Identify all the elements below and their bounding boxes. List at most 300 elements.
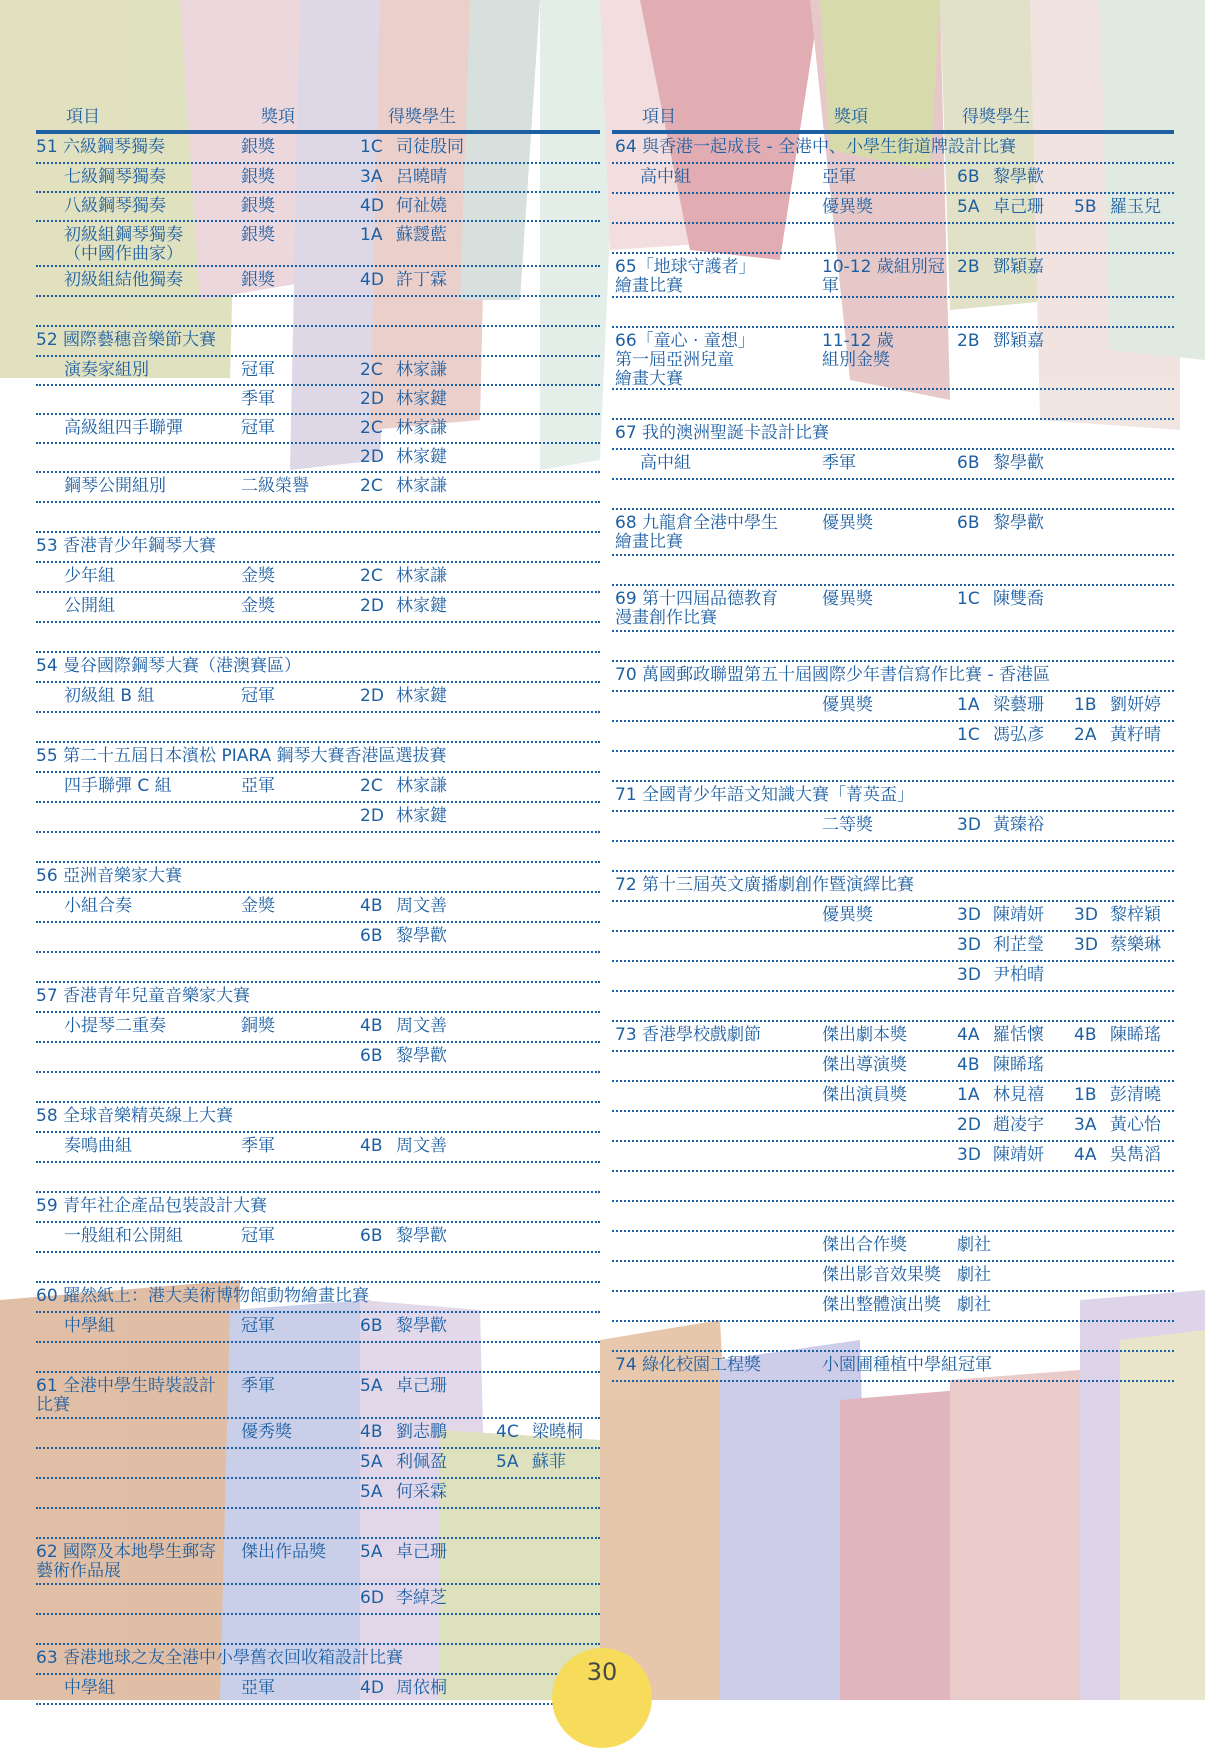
award-label: 亞軍 — [241, 1678, 275, 1698]
student-class: 1A — [957, 1085, 980, 1105]
student-class: 1A — [957, 695, 980, 715]
award-label: 優異獎 — [822, 197, 873, 217]
award-row — [612, 692, 1174, 722]
item-label: 68 九龍倉全港中學生 繪畫比賽 — [615, 513, 779, 552]
award-label: 季軍 — [241, 389, 275, 409]
spacer-row — [36, 503, 600, 533]
spacer-row — [612, 842, 1174, 872]
award-row — [36, 444, 600, 473]
student-class: 1C — [957, 589, 980, 609]
award-label: 金獎 — [241, 596, 275, 616]
student-name: 梁曉桐 — [532, 1422, 583, 1442]
award-label: 銀獎 — [241, 270, 275, 290]
student-name: 黃心怡 — [1110, 1115, 1161, 1135]
student-class: 6B — [360, 926, 383, 946]
student-name: 尹柏晴 — [993, 965, 1044, 985]
student-class: 3D — [957, 1145, 981, 1165]
award-row — [36, 1419, 600, 1449]
award-row — [612, 254, 1174, 298]
spacer-row — [612, 480, 1174, 510]
item-label: 高中組 — [640, 167, 691, 187]
award-row — [36, 1133, 600, 1163]
item-label: 初級組鋼琴獨奏 （中國作曲家） — [64, 225, 183, 264]
student-class: 2A — [1074, 725, 1097, 745]
spacer-row — [612, 752, 1174, 782]
student-class: 4B — [360, 896, 383, 916]
spacer-row — [36, 1253, 600, 1283]
award-row — [36, 267, 600, 297]
award-row — [612, 164, 1174, 194]
student-name: 吳雋滔 — [1110, 1145, 1161, 1165]
student-name: 林家謙 — [396, 418, 447, 438]
student-class: 4B — [360, 1136, 383, 1156]
award-row — [36, 743, 600, 773]
award-row — [36, 1013, 600, 1043]
student-class: 4A — [1074, 1145, 1097, 1165]
item-label: 鋼琴公開組別 — [64, 476, 166, 496]
student-class: 2D — [360, 806, 384, 826]
item-label: 65「地球守護者」 繪畫比賽 — [615, 257, 756, 296]
student-name: 鄧穎嘉 — [993, 331, 1044, 351]
spacer-row — [612, 992, 1174, 1022]
student-class: 2D — [360, 389, 384, 409]
student-class: 5A — [360, 1542, 383, 1562]
student-name: 林家鍵 — [396, 389, 447, 409]
student-class: 3D — [957, 935, 981, 955]
student-class: 6B — [360, 1316, 383, 1336]
award-row — [36, 683, 600, 713]
item-label: 初級組 B 組 — [64, 686, 155, 706]
award-label: 金獎 — [241, 896, 275, 916]
item-label: 63 香港地球之友全港中小學舊衣回收箱設計比賽 — [36, 1648, 404, 1668]
student-name: 林家鍵 — [396, 596, 447, 616]
student-class: 5A — [360, 1452, 383, 1472]
award-row — [612, 662, 1174, 692]
award-row — [612, 1022, 1174, 1052]
student-name: 劉妍婷 — [1110, 695, 1161, 715]
award-row — [36, 386, 600, 415]
spacer-row — [36, 1509, 600, 1539]
student-name: 林家鍵 — [396, 686, 447, 706]
student-class: 6B — [957, 513, 980, 533]
student-name: 林家鍵 — [396, 447, 447, 467]
header-award: 獎項 — [834, 107, 868, 127]
item-label: 八級鋼琴獨奏 — [64, 196, 166, 216]
student-name: 趙凌宇 — [993, 1115, 1044, 1135]
item-label: 小組合奏 — [64, 896, 132, 916]
student-class: 4A — [957, 1025, 980, 1045]
award-row — [36, 1313, 600, 1343]
item-label: 64 與香港一起成長 - 全港中、小學生街道牌設計比賽 — [615, 137, 1016, 157]
award-row — [36, 415, 600, 444]
student-name: 林見禧 — [993, 1085, 1044, 1105]
award-row — [612, 510, 1174, 556]
student-class: 5A — [957, 197, 980, 217]
student-name: 周文善 — [396, 1136, 447, 1156]
student-name: 卓己珊 — [993, 197, 1044, 217]
student-class: 2C — [360, 776, 383, 796]
item-label: 55 第二十五屆日本濱松 PIARA 鋼琴大賽香港區選拔賽 — [36, 746, 447, 766]
student-name: 蔡樂琳 — [1110, 935, 1161, 955]
award-row — [36, 1283, 600, 1313]
spacer-row — [36, 1343, 600, 1373]
student-name: 何祉嬈 — [396, 196, 447, 216]
item-label: 73 香港學校戲劇節 — [615, 1025, 762, 1045]
item-label: 初級組結他獨奏 — [64, 270, 183, 290]
student-class: 3A — [360, 167, 383, 187]
award-label: 二等獎 — [822, 815, 873, 835]
award-label: 亞軍 — [241, 776, 275, 796]
student-name: 周文善 — [396, 1016, 447, 1036]
student-class: 4B — [1074, 1025, 1097, 1045]
student-name: 陳雙喬 — [993, 589, 1044, 609]
header-item: 項目 — [642, 107, 676, 127]
student-name: 黎梓穎 — [1110, 905, 1161, 925]
award-label: 10-12 歲組別冠 軍 — [822, 257, 945, 296]
award-label: 傑出合作獎 — [822, 1235, 907, 1255]
award-row — [36, 593, 600, 623]
student-name: 呂曉晴 — [396, 167, 447, 187]
student-name: 蘇靉藍 — [396, 225, 447, 245]
spacer-row — [36, 953, 600, 983]
award-label: 季軍 — [241, 1376, 275, 1396]
right-award-rows — [612, 134, 1174, 1382]
spacer-row — [36, 297, 600, 327]
spacer-row — [612, 298, 1174, 328]
student-name: 司徒殷同 — [396, 137, 464, 157]
student-class: 3D — [957, 905, 981, 925]
student-name: 黎學歡 — [396, 1226, 447, 1246]
item-label: 71 全國青少年語文知識大賽「菁英盃」 — [615, 785, 915, 805]
spacer-row — [612, 390, 1174, 420]
spacer-row — [36, 713, 600, 743]
item-label: 奏鳴曲組 — [64, 1136, 132, 1156]
student-class: 1A — [360, 225, 383, 245]
student-class: 2C — [360, 566, 383, 586]
student-class: 5A — [360, 1482, 383, 1502]
student-name: 羅恬懷 — [993, 1025, 1044, 1045]
student-class: 2D — [360, 447, 384, 467]
award-row — [612, 962, 1174, 992]
award-row — [612, 1142, 1174, 1172]
award-label: 小園圃種植中學組冠軍 — [822, 1355, 992, 1375]
student-class: 2D — [360, 686, 384, 706]
award-label: 優異獎 — [822, 589, 873, 609]
student-name: 周依桐 — [396, 1678, 447, 1698]
award-row — [36, 1043, 600, 1073]
award-label: 冠軍 — [241, 1226, 275, 1246]
student-class: 6B — [360, 1226, 383, 1246]
student-class: 3D — [957, 815, 981, 835]
award-label: 優異獎 — [822, 513, 873, 533]
award-row — [36, 1675, 600, 1705]
student-class: 6B — [360, 1046, 383, 1066]
spacer-row — [36, 623, 600, 653]
student-name: 劉志鵬 — [396, 1422, 447, 1442]
item-label: 61 全港中學生時裝設計 比賽 — [36, 1376, 217, 1415]
award-row — [612, 1352, 1174, 1382]
award-row — [36, 1193, 600, 1223]
student-name: 黎學歡 — [396, 1046, 447, 1066]
student-class: 3D — [1074, 905, 1098, 925]
student-name: 利芷瑩 — [993, 935, 1044, 955]
award-label: 傑出劇本獎 — [822, 1025, 907, 1045]
student-class: 4B — [957, 1055, 980, 1075]
item-label: 67 我的澳洲聖誕卡設計比賽 — [615, 423, 830, 443]
item-label: 少年組 — [64, 566, 115, 586]
student-class: 5B — [1074, 197, 1097, 217]
award-label: 季軍 — [822, 453, 856, 473]
item-label: 小提琴二重奏 — [64, 1016, 166, 1036]
award-label: 冠軍 — [241, 418, 275, 438]
left-award-rows — [36, 134, 600, 1705]
student-name: 周文善 — [396, 896, 447, 916]
spacer-row — [36, 1615, 600, 1645]
student-name: 陳睎瑤 — [1110, 1025, 1161, 1045]
student-class: 1B — [1074, 1085, 1097, 1105]
student-class: 4B — [360, 1016, 383, 1036]
student-name: 林家謙 — [396, 566, 447, 586]
item-label: 52 國際藝穗音樂節大賽 — [36, 330, 217, 350]
spacer-row — [612, 1172, 1174, 1202]
student-class: 4C — [496, 1422, 519, 1442]
award-row — [612, 1292, 1174, 1322]
item-label: 57 香港青年兒童音樂家大賽 — [36, 986, 251, 1006]
student-name: 黃籽晴 — [1110, 725, 1161, 745]
header-item: 項目 — [66, 107, 100, 127]
item-label: 中學組 — [64, 1678, 115, 1698]
award-label: 銀獎 — [241, 196, 275, 216]
award-row — [36, 1585, 600, 1615]
award-row — [36, 983, 600, 1013]
header-award: 獎項 — [261, 107, 295, 127]
award-row — [612, 722, 1174, 752]
award-row — [36, 193, 600, 222]
award-label: 傑出整體演出獎 — [822, 1295, 941, 1315]
item-label: 高級組四手聯彈 — [64, 418, 183, 438]
student-name: 林家謙 — [396, 776, 447, 796]
award-row — [36, 863, 600, 893]
award-row — [612, 586, 1174, 632]
award-row — [36, 164, 600, 193]
student-name: 陳靖妍 — [993, 905, 1044, 925]
spacer-row — [612, 224, 1174, 254]
left-column-header — [36, 100, 600, 134]
spacer-row — [36, 833, 600, 863]
student-class: 6D — [360, 1588, 384, 1608]
award-row — [36, 893, 600, 923]
award-row — [612, 328, 1174, 390]
student-class: 2C — [360, 418, 383, 438]
header-student: 得獎學生 — [962, 107, 1030, 127]
item-label: 一般組和公開組 — [64, 1226, 183, 1246]
award-row — [612, 194, 1174, 224]
award-label: 銅獎 — [241, 1016, 275, 1036]
award-row — [36, 327, 600, 357]
student-class: 5A — [496, 1452, 519, 1472]
award-row — [36, 1373, 600, 1419]
page-number: 30 — [586, 1658, 618, 1686]
page-number-badge — [552, 1648, 652, 1748]
award-label: 二級榮譽 — [241, 476, 309, 496]
student-name: 陳睎瑤 — [993, 1055, 1044, 1075]
award-label: 冠軍 — [241, 1316, 275, 1336]
award-row — [612, 450, 1174, 480]
student-name: 梁藝珊 — [993, 695, 1044, 715]
item-label: 74 綠化校園工程獎 — [615, 1355, 762, 1375]
award-row — [36, 134, 600, 164]
award-label: 金獎 — [241, 566, 275, 586]
student-name: 黃臻裕 — [993, 815, 1044, 835]
student-name: 黎學歡 — [993, 453, 1044, 473]
award-label: 傑出演員獎 — [822, 1085, 907, 1105]
item-label: 66「童心 ‧ 童想」 第一屆亞洲兒童 繪畫大賽 — [615, 331, 755, 389]
student-name: 陳靖妍 — [993, 1145, 1044, 1165]
award-label: 冠軍 — [241, 686, 275, 706]
award-row — [612, 932, 1174, 962]
award-row — [36, 563, 600, 593]
student-class: 1C — [957, 725, 980, 745]
award-label: 銀獎 — [241, 225, 275, 245]
award-label: 優秀獎 — [241, 1422, 292, 1442]
student-name: 黎學歡 — [396, 926, 447, 946]
student-class: 4D — [360, 270, 384, 290]
item-label: 54 曼谷國際鋼琴大賽（港澳賽區） — [36, 656, 302, 676]
student-name: 黎學歡 — [396, 1316, 447, 1336]
award-label: 銀獎 — [241, 167, 275, 187]
item-label: 70 萬國郵政聯盟第五十屆國際少年書信寫作比賽 - 香港區 — [615, 665, 1050, 685]
student-class: 3D — [1074, 935, 1098, 955]
left-column — [36, 100, 600, 1705]
student-class: 4B — [360, 1422, 383, 1442]
award-row — [36, 222, 600, 267]
student-class: 3D — [957, 965, 981, 985]
student-class: 4D — [360, 1678, 384, 1698]
header-student: 得獎學生 — [388, 107, 456, 127]
award-row — [612, 1112, 1174, 1142]
student-class: 2C — [360, 360, 383, 380]
award-row — [36, 923, 600, 953]
item-label: 53 香港青少年鋼琴大賽 — [36, 536, 217, 556]
award-label: 11-12 歲 組別金獎 — [822, 331, 894, 370]
student-class: 5A — [360, 1376, 383, 1396]
item-label: 七級鋼琴獨奏 — [64, 167, 166, 187]
student-name: 許丁霖 — [396, 270, 447, 290]
student-name: 彭清曉 — [1110, 1085, 1161, 1105]
student-class: 1B — [1074, 695, 1097, 715]
award-row — [36, 357, 600, 386]
student-class: 1C — [360, 137, 383, 157]
item-label: 高中組 — [640, 453, 691, 473]
award-row — [612, 1232, 1174, 1262]
student-name: 黎學歡 — [993, 167, 1044, 187]
award-row — [612, 902, 1174, 932]
student-class: 6B — [957, 453, 980, 473]
student-name: 黎學歡 — [993, 513, 1044, 533]
spacer-row — [612, 632, 1174, 662]
student-class: 2B — [957, 331, 980, 351]
item-label: 72 第十三屆英文廣播劇創作暨演繹比賽 — [615, 875, 915, 895]
student-name: 馮弘彥 — [993, 725, 1044, 745]
student-name: 林家謙 — [396, 476, 447, 496]
award-row — [36, 773, 600, 803]
award-label: 季軍 — [241, 1136, 275, 1156]
award-row — [612, 872, 1174, 902]
student-class: 2D — [360, 596, 384, 616]
student-name: 蘇菲 — [532, 1452, 566, 1472]
item-label: 中學組 — [64, 1316, 115, 1336]
spacer-row — [612, 1202, 1174, 1232]
award-row — [36, 653, 600, 683]
item-label: 60 躍然紙上：港大美術博物館動物繪畫比賽 — [36, 1286, 370, 1306]
award-label: 銀獎 — [241, 137, 275, 157]
award-row — [36, 1223, 600, 1253]
item-label: 62 國際及本地學生郵寄 藝術作品展 — [36, 1542, 217, 1581]
award-label: 優異獎 — [822, 695, 873, 715]
spacer-row — [36, 1163, 600, 1193]
award-label: 優異獎 — [822, 905, 873, 925]
award-row — [612, 1262, 1174, 1292]
student-class: 4D — [360, 196, 384, 216]
award-row — [612, 782, 1174, 812]
award-row — [36, 533, 600, 563]
student-class: 2C — [360, 476, 383, 496]
award-label: 亞軍 — [822, 167, 856, 187]
award-row — [612, 1052, 1174, 1082]
award-label: 傑出作品獎 — [241, 1542, 326, 1562]
item-label: 51 六級鋼琴獨奏 — [36, 137, 166, 157]
award-row — [612, 134, 1174, 164]
award-label: 傑出導演獎 — [822, 1055, 907, 1075]
item-label: 69 第十四屆品德教育 漫畫創作比賽 — [615, 589, 779, 628]
student-name: 林家謙 — [396, 360, 447, 380]
award-row — [36, 1539, 600, 1585]
student-name: 林家鍵 — [396, 806, 447, 826]
item-label: 演奏家組別 — [64, 360, 149, 380]
student-name: 利佩盈 — [396, 1452, 447, 1472]
right-column-header — [612, 100, 1174, 134]
student-name: 羅玉兒 — [1110, 197, 1161, 217]
student-class: 劇社 — [957, 1295, 991, 1315]
student-class: 3A — [1074, 1115, 1097, 1135]
spacer-row — [36, 1073, 600, 1103]
student-class: 2B — [957, 257, 980, 277]
award-row — [36, 803, 600, 833]
award-row — [36, 1645, 600, 1675]
award-row — [612, 420, 1174, 450]
student-name: 鄧穎嘉 — [993, 257, 1044, 277]
item-label: 58 全球音樂精英線上大賽 — [36, 1106, 234, 1126]
right-column — [612, 100, 1174, 1382]
student-class: 劇社 — [957, 1235, 991, 1255]
item-label: 59 青年社企產品包裝設計大賽 — [36, 1196, 268, 1216]
award-row — [612, 812, 1174, 842]
spacer-row — [612, 1322, 1174, 1352]
item-label: 公開組 — [64, 596, 115, 616]
item-label: 四手聯彈 C 組 — [64, 776, 172, 796]
student-name: 李綽芝 — [396, 1588, 447, 1608]
student-class: 劇社 — [957, 1265, 991, 1285]
award-row — [612, 1082, 1174, 1112]
award-label: 冠軍 — [241, 360, 275, 380]
award-row — [36, 1479, 600, 1509]
award-row — [36, 1449, 600, 1479]
student-name: 卓己珊 — [396, 1542, 447, 1562]
student-class: 6B — [957, 167, 980, 187]
spacer-row — [612, 556, 1174, 586]
student-name: 卓己珊 — [396, 1376, 447, 1396]
award-row — [36, 1103, 600, 1133]
